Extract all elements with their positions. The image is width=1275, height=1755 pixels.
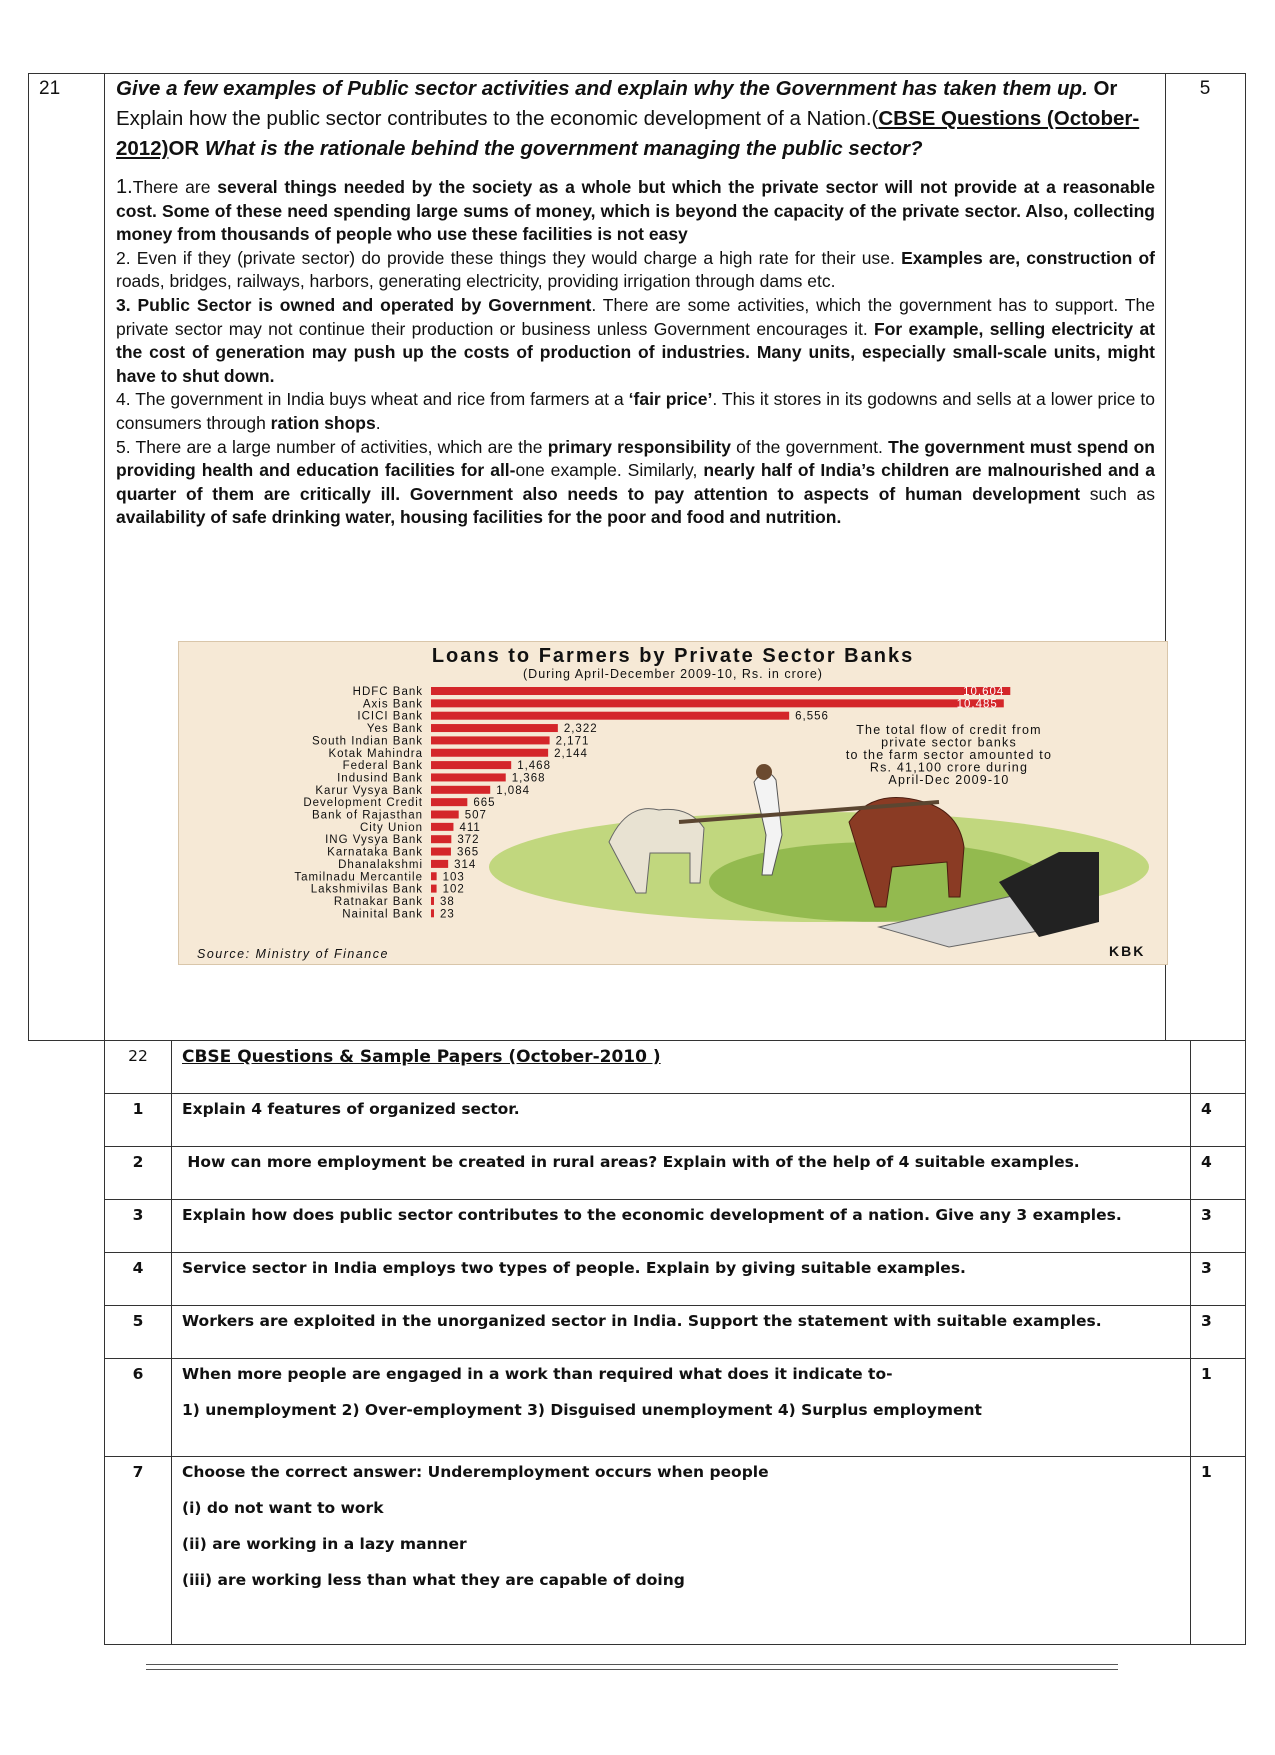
row-question: Choose the correct answer: Underemployment occurs when people bbox=[182, 1463, 769, 1481]
chart-title: Loans to Farmers by Private Sector Banks bbox=[431, 645, 915, 667]
row-number: 1 bbox=[105, 1094, 172, 1147]
question-or-1: Or bbox=[1087, 77, 1118, 100]
table-header-marks bbox=[1191, 1041, 1246, 1094]
answer-point-2: 2. Even if they (private sector) do provide these things they would charge a high rate for their use. Examples are, construction of roads, bridges, railways, harbors, generating electricity, providing irrigation through dams etc. bbox=[116, 247, 1155, 292]
table-header-number: 22 bbox=[105, 1041, 172, 1094]
table-row bbox=[105, 1094, 1246, 1147]
chart-source: Source: Ministry of Finance bbox=[197, 947, 389, 961]
bar-category-label: Nainital Bank bbox=[342, 908, 423, 921]
row-option: (iii) are working less than what they are capable of doing bbox=[182, 1571, 685, 1589]
bar bbox=[431, 786, 490, 794]
table-row bbox=[105, 1306, 1246, 1359]
bar-category-label: Federal Bank bbox=[342, 760, 423, 773]
row-number: 7 bbox=[105, 1457, 172, 1645]
bar-value-label: 102 bbox=[442, 883, 465, 896]
bar-value-label: 1,468 bbox=[517, 760, 551, 773]
bar bbox=[431, 835, 451, 843]
table-row bbox=[105, 1359, 1246, 1457]
bar-category-label: Kotak Mahindra bbox=[328, 747, 423, 760]
bar-value-label: 411 bbox=[459, 821, 481, 834]
bar-value-label: 1,368 bbox=[511, 772, 546, 785]
question-body bbox=[105, 74, 1166, 1040]
bar-value-label: 665 bbox=[473, 797, 496, 810]
bar-value-label: 10,604 bbox=[963, 686, 1005, 698]
annotation-line: private sector banks bbox=[881, 735, 1017, 750]
answer-point-5: 5. There are a large number of activities, which are the primary responsibility of the government. The government must spend on providing health and education facilities for all-one example. Similarly, nearly half of India’s children are malnourished and a quarter of them are critically ill. Government also needs to pay attention to aspects of human development such as availability of safe drinking water, housing facilities for the poor and food and nutrition. bbox=[116, 436, 1156, 528]
answer-point-1: 1.There are several things needed by the society as a whole but which the private sector will not provide at a reasonable cost. Some of these need spending large sums of money, which is beyond the capacity of the private sector. Also, collecting money from thousands of people who use these facilities is not easy bbox=[116, 176, 1156, 245]
bar-category-label: Indusind Bank bbox=[337, 772, 423, 785]
bar-value-label: 10,485 bbox=[956, 698, 998, 711]
row-question-cell bbox=[172, 1359, 1191, 1457]
annotation-line: The total flow of credit from bbox=[856, 723, 1042, 737]
annotation-line: Rs. 41,100 crore during bbox=[869, 760, 1029, 775]
row-option: 1) unemployment 2) Over-employment 3) Disguised unemployment 4) Surplus employment bbox=[182, 1401, 982, 1419]
bar-category-label: Development Credit bbox=[303, 797, 423, 810]
bar-category-label: City Union bbox=[359, 821, 423, 834]
question-part-3: What is the rationale behind the government managing the public sector? bbox=[204, 137, 923, 160]
bar bbox=[431, 687, 1010, 695]
bar-value-label: 103 bbox=[442, 871, 465, 884]
row-question-cell bbox=[172, 1306, 1191, 1359]
bar-category-label: Yes Bank bbox=[366, 723, 423, 736]
table-header-title-cell bbox=[172, 1041, 1191, 1094]
question-table bbox=[104, 1040, 1246, 1645]
bar-value-label: 507 bbox=[464, 809, 487, 822]
bar-value-label: 1,084 bbox=[496, 784, 530, 797]
question-or-2: OR bbox=[168, 137, 205, 160]
loans-chart bbox=[178, 641, 1168, 965]
row-question: Explain 4 features of organized sector. bbox=[182, 1100, 520, 1118]
table-row bbox=[105, 1200, 1246, 1253]
chart-credit: KBK bbox=[1109, 943, 1146, 959]
row-question: When more people are engaged in a work than required what does it indicate to- bbox=[182, 1365, 893, 1383]
bar bbox=[431, 909, 434, 917]
bar bbox=[431, 885, 437, 893]
table-row bbox=[105, 1253, 1246, 1306]
bar-value-label: 2,171 bbox=[555, 735, 590, 748]
table-row bbox=[105, 1457, 1246, 1645]
bar-category-label: South Indian Bank bbox=[312, 735, 423, 748]
row-question-cell bbox=[172, 1094, 1191, 1147]
row-marks: 3 bbox=[1191, 1200, 1246, 1253]
bullock-illustration bbox=[489, 764, 1149, 947]
bar-category-label: Tamilnadu Mercantile bbox=[294, 871, 423, 884]
row-marks: 1 bbox=[1191, 1359, 1246, 1457]
row-question-cell bbox=[172, 1200, 1191, 1253]
bar bbox=[431, 724, 558, 732]
bar bbox=[431, 823, 453, 831]
chart-subtitle: (During April-December 2009-10, Rs. in crore) bbox=[523, 667, 823, 681]
bar bbox=[431, 798, 467, 806]
bar-category-label: Karnataka Bank bbox=[327, 846, 423, 859]
bar-category-label: Axis Bank bbox=[362, 698, 423, 711]
answer-text bbox=[116, 176, 1155, 530]
bar-category-label: Karur Vysya Bank bbox=[315, 784, 423, 797]
row-question: Service sector in India employs two types of people. Explain by giving suitable examples. bbox=[182, 1259, 966, 1277]
bar bbox=[431, 773, 506, 781]
question-number: 21 bbox=[29, 74, 105, 1040]
bar-category-label: ING Vysya Bank bbox=[325, 834, 423, 847]
bar bbox=[431, 848, 451, 856]
question-marks: 5 bbox=[1199, 78, 1211, 99]
bar bbox=[431, 860, 448, 868]
bar bbox=[431, 699, 1004, 707]
footer-rule bbox=[146, 1664, 1118, 1670]
row-marks: 4 bbox=[1191, 1147, 1246, 1200]
row-number: 4 bbox=[105, 1253, 172, 1306]
question-text bbox=[116, 74, 1155, 164]
row-marks: 3 bbox=[1191, 1306, 1246, 1359]
bar-value-label: 23 bbox=[440, 908, 455, 921]
loans-chart-svg bbox=[179, 642, 1167, 964]
bar bbox=[431, 761, 511, 769]
row-marks: 3 bbox=[1191, 1253, 1246, 1306]
row-marks: 1 bbox=[1191, 1457, 1246, 1645]
bar-category-label: ICICI Bank bbox=[357, 710, 423, 723]
bar bbox=[431, 736, 550, 744]
bar-category-label: Dhanalakshmi bbox=[338, 858, 423, 871]
bar bbox=[431, 749, 548, 757]
table-row bbox=[105, 1147, 1246, 1200]
row-number: 5 bbox=[105, 1306, 172, 1359]
row-option: (i) do not want to work bbox=[182, 1499, 384, 1517]
row-question-cell bbox=[172, 1147, 1191, 1200]
bar-value-label: 365 bbox=[456, 846, 480, 859]
row-question: Explain how does public sector contributes to the economic development of a nation. Give any 3 examples. bbox=[182, 1206, 1122, 1224]
bar-category-label: Lakshmivilas Bank bbox=[310, 883, 423, 896]
bar-category-label: Bank of Rajasthan bbox=[312, 809, 423, 822]
bar bbox=[431, 872, 437, 880]
row-option: (ii) are working in a lazy manner bbox=[182, 1535, 467, 1553]
answer-point-4: 4. The government in India buys wheat and rice from farmers at a ‘fair price’. This it stores in its godowns and sells at a lower price to consumers through ration shops. bbox=[116, 389, 1155, 433]
row-number: 6 bbox=[105, 1359, 172, 1457]
row-number: 3 bbox=[105, 1200, 172, 1253]
bar-value-label: 314 bbox=[454, 858, 477, 871]
row-question-cell bbox=[172, 1253, 1191, 1306]
bar-value-label: 38 bbox=[440, 895, 455, 908]
question-part-1: Give a few examples of Public sector activities and explain why the Government has taken them up. bbox=[116, 77, 1088, 100]
row-question: Workers are exploited in the unorganized sector in India. Support the statement with suitable examples. bbox=[182, 1312, 1102, 1330]
chart-annotation bbox=[846, 723, 1052, 787]
table-header-row bbox=[105, 1041, 1246, 1094]
bar bbox=[431, 811, 459, 819]
row-number: 2 bbox=[105, 1147, 172, 1200]
row-marks: 4 bbox=[1191, 1094, 1246, 1147]
annotation-line: to the farm sector amounted to bbox=[845, 748, 1053, 762]
bar-category-label: HDFC Bank bbox=[352, 686, 423, 698]
answer-point-3: 3. Public Sector is owned and operated by Government. There are some activities, which the government has to support. The private sector may not continue their production or business unless Government encourages it. For example, selling electricity at the cost of generation may push up the costs of production of industries. Many units, especially small-scale units, might have to shut down. bbox=[116, 294, 1156, 386]
bar-category-label: Ratnakar Bank bbox=[333, 895, 423, 908]
question-21-block bbox=[28, 73, 1246, 1041]
table-header-title: CBSE Questions & Sample Papers (October-2010 ) bbox=[182, 1047, 661, 1067]
question-part-2: Explain how the public sector contributes to the economic development of a Nation.( bbox=[116, 107, 879, 130]
annotation-line: April-Dec 2009-10 bbox=[888, 773, 1010, 787]
bar bbox=[431, 712, 789, 720]
bar-value-label: 2,144 bbox=[554, 747, 588, 760]
question-reference: CBSE Questions (October-2012) bbox=[116, 107, 1140, 160]
bar-value-label: 372 bbox=[457, 834, 480, 847]
bar-value-label: 6,556 bbox=[795, 710, 829, 723]
row-question-cell bbox=[172, 1457, 1191, 1645]
row-question: How can more employment be created in rural areas? Explain with of the help of 4 suitable examples. bbox=[182, 1153, 1080, 1171]
bar bbox=[431, 897, 434, 905]
bar-value-label: 2,322 bbox=[563, 723, 598, 736]
